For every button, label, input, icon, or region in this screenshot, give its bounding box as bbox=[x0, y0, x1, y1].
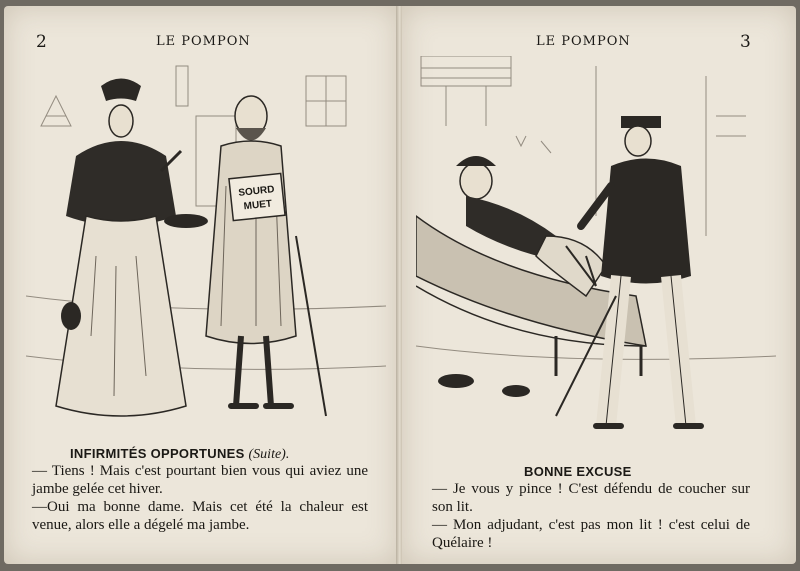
page-number: 2 bbox=[36, 32, 47, 52]
caption-suffix: (Suite). bbox=[248, 447, 290, 462]
sign-line-1: SOURD bbox=[237, 184, 275, 199]
sign-line-2: MUET bbox=[243, 198, 273, 213]
caption-title: BONNE EXCUSE bbox=[524, 464, 632, 479]
lady-figure bbox=[56, 79, 186, 417]
illustration-beggar-and-lady bbox=[26, 56, 386, 436]
beggar-figure bbox=[206, 96, 326, 416]
left-page bbox=[4, 6, 398, 564]
running-head: LE POMPON bbox=[156, 34, 251, 49]
dialogue-line: — Tiens ! Mais c'est pourtant bien vous qui aviez une jambe gelée cet hiver. bbox=[32, 463, 368, 497]
dialogue-line: — Mon adjudant, c'est pas mon lit ! c'est celui de Quélaire ! bbox=[432, 517, 750, 551]
dialogue-line: —Oui ma bonne dame. Mais cet été la chaleur est venue, alors elle a dégelé ma jambe. bbox=[32, 499, 368, 533]
illustration-soldier-and-officer bbox=[416, 56, 776, 436]
dialogue-text bbox=[32, 462, 368, 534]
page-number: 3 bbox=[740, 32, 751, 52]
dialogue-text bbox=[432, 480, 750, 552]
caption-title: INFIRMITÉS OPPORTUNES (Suite). bbox=[70, 446, 290, 462]
running-head: LE POMPON bbox=[536, 34, 631, 49]
right-page bbox=[402, 6, 796, 564]
dialogue-line: — Je vous y pince ! C'est défendu de coucher sur son lit. bbox=[432, 481, 750, 515]
